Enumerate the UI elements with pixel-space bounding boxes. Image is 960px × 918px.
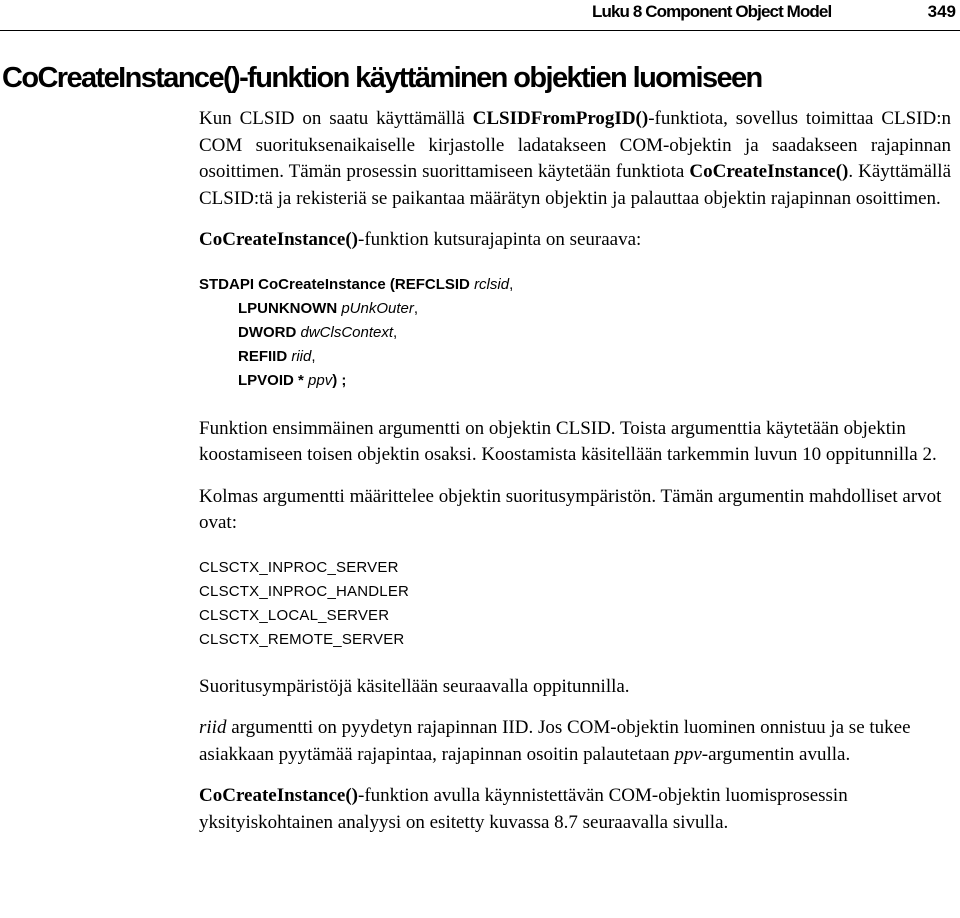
signature-punct: ) ; bbox=[332, 372, 347, 390]
paragraph-analysis bbox=[199, 783, 951, 836]
paragraph-intro bbox=[199, 106, 951, 212]
header-rule bbox=[0, 30, 960, 31]
page-header bbox=[0, 0, 960, 30]
constant-item: CLSCTX_REMOTE_SERVER bbox=[199, 631, 405, 649]
paragraph-first-argument: Funktion ensimmäinen argumentti on objektin CLSID. Toista argumenttia käytetään objektin koostamiseen toisen objektin osaksi. Koostamista käsitellään tarkemmin luvun 10 oppitunnilla 2. bbox=[199, 417, 937, 466]
signature-type: LPUNKNOWN bbox=[238, 299, 338, 317]
signature-punct: , bbox=[413, 299, 419, 317]
signature-line bbox=[199, 273, 951, 297]
context-constants bbox=[199, 556, 951, 653]
signature-punct: , bbox=[393, 323, 398, 341]
param-name: ppv bbox=[674, 743, 702, 765]
function-name: CoCreateInstance() bbox=[199, 229, 358, 250]
function-name: CoCreateInstance() bbox=[199, 785, 358, 807]
constant-item: CLSCTX_INPROC_SERVER bbox=[199, 558, 399, 576]
signature-line bbox=[199, 321, 951, 345]
text-run: -funktion avulla käynnistettävän COM-objektin luomisprosessin yksityiskohtainen analyysi on esitetty kuvassa 8.7 seuraavalla sivulla. bbox=[199, 785, 848, 833]
signature-line bbox=[199, 345, 951, 369]
signature-param: dwClsContext bbox=[300, 323, 394, 341]
text-run: -argumentin avulla. bbox=[701, 743, 851, 765]
signature-punct: , bbox=[311, 348, 316, 366]
section-title: CoCreateInstance()-funktion käyttäminen objektien luomiseen bbox=[2, 62, 762, 94]
constant-item: CLSCTX_LOCAL_SERVER bbox=[199, 607, 390, 625]
paragraph-signature-intro bbox=[199, 227, 951, 254]
signature-type: DWORD bbox=[238, 323, 297, 341]
text-run: . Käyttämällä CLSID:tä ja rekisteriä se paikantaa määrätyn objektin ja palauttaa objektin rajapinnan osoittimen. bbox=[199, 161, 952, 209]
paragraph-riid bbox=[199, 715, 951, 768]
chapter-title: Luku 8 Component Object Model bbox=[592, 2, 832, 21]
signature-line bbox=[199, 369, 951, 393]
param-name: riid bbox=[199, 717, 227, 739]
text-run: -funktion kutsurajapinta on seuraava: bbox=[358, 229, 642, 250]
function-signature bbox=[199, 273, 951, 394]
signature-param: rclsid bbox=[474, 275, 510, 293]
signature-type: LPVOID * bbox=[238, 372, 304, 390]
text-run: -funktiota, sovellus toimittaa CLSID:n COM suorituksenaikaiselle kirjastolle ladatakseen COM-objektin ja saadakseen rajapinnan osoittimen. Tämän prosessin suorittamiseen käytetään funktiota bbox=[199, 108, 951, 182]
paragraph-contexts-note: Suoritusympäristöjä käsitellään seuraavalla oppitunnilla. bbox=[199, 675, 630, 697]
function-name: CoCreateInstance() bbox=[689, 161, 849, 182]
function-name: CLSIDFromProgID() bbox=[472, 108, 649, 129]
body-text bbox=[199, 106, 951, 836]
text-run: argumentti on pyydetyn rajapinnan IID. Jos COM-objektin luominen onnistuu ja se tukee asiakkaan pyytämää rajapintaa, rajapinnan osoitin palautetaan bbox=[199, 717, 911, 765]
signature-punct: , bbox=[509, 275, 514, 293]
text-run: Kun CLSID on saatu käyttämällä bbox=[199, 108, 473, 129]
signature-type: REFIID bbox=[238, 348, 288, 366]
signature-type: STDAPI CoCreateInstance (REFCLSID bbox=[199, 275, 470, 293]
signature-param: ppv bbox=[308, 372, 333, 390]
page-number: 349 bbox=[927, 2, 956, 21]
signature-line bbox=[199, 297, 951, 321]
signature-param: pUnkOuter bbox=[341, 299, 414, 317]
constant-item: CLSCTX_INPROC_HANDLER bbox=[199, 582, 410, 600]
signature-param: riid bbox=[291, 348, 312, 366]
paragraph-third-argument: Kolmas argumentti määrittelee objektin suoritusympäristön. Tämän argumentin mahdolliset arvot ovat: bbox=[199, 485, 942, 534]
